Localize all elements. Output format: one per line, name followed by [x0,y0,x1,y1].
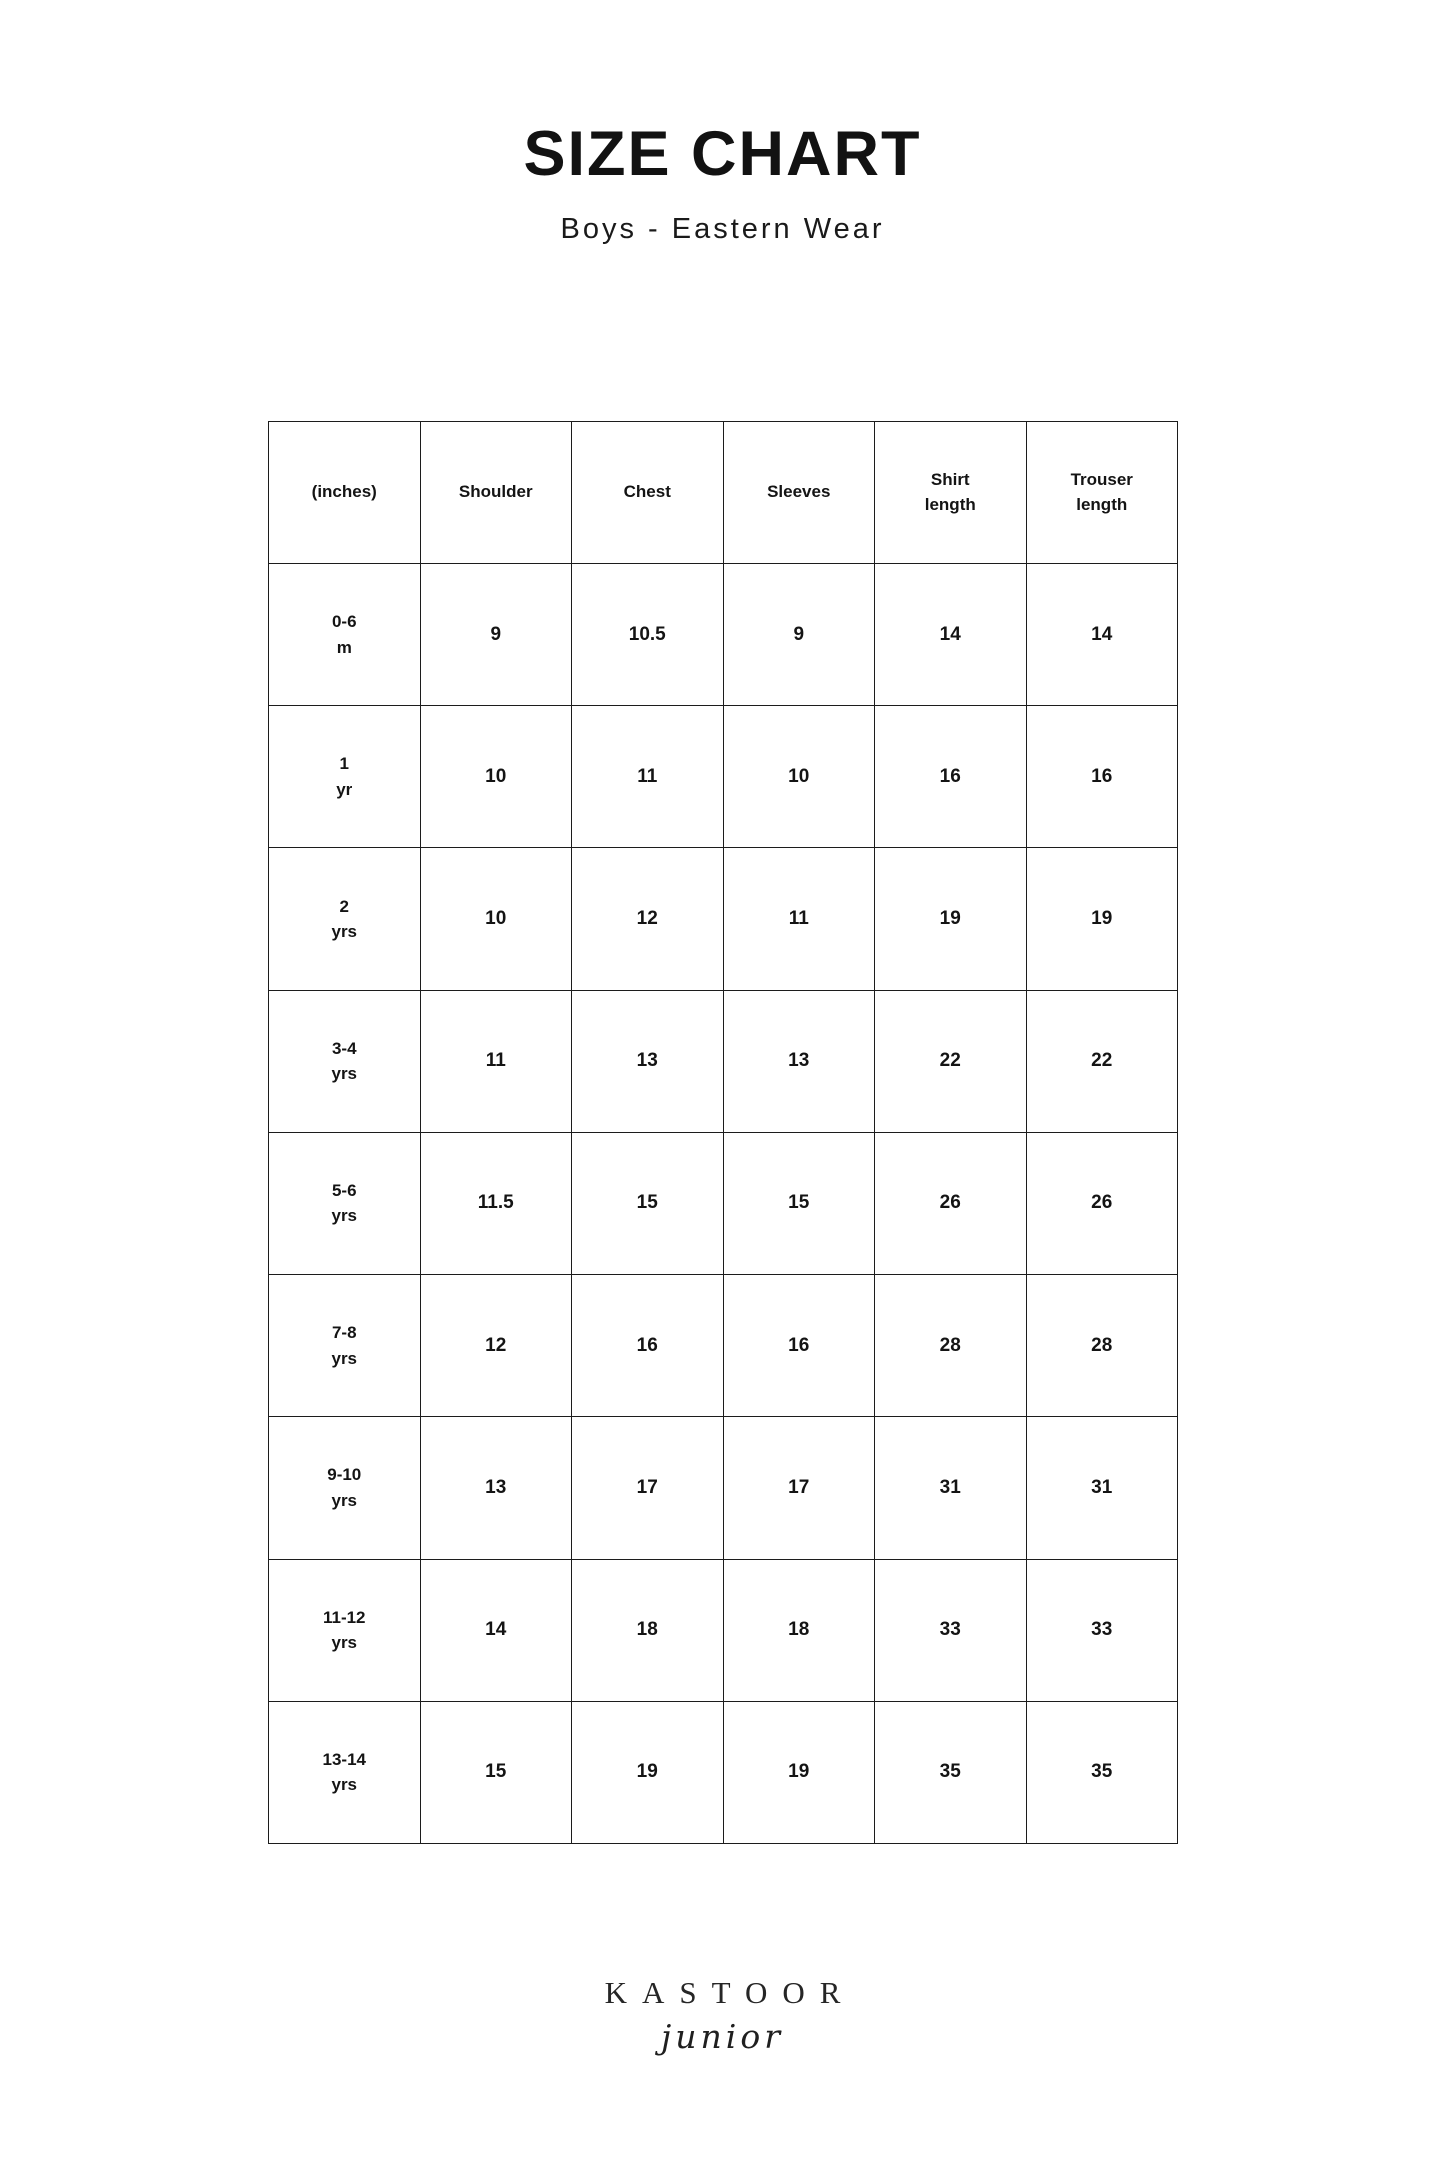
size-value-cell: 19 [875,848,1027,990]
size-value-cell: 9 [723,564,875,706]
size-value-cell: 33 [875,1559,1027,1701]
column-header-label: Trouser length [1070,469,1133,514]
size-table-body [269,564,1178,1844]
size-value-cell: 14 [420,1559,572,1701]
row-label [269,706,421,848]
row-age: 11-12 [322,1607,366,1627]
column-header-label: Chest [623,482,671,502]
size-value-cell: 18 [572,1559,724,1701]
size-value-cell: 16 [723,1275,875,1417]
column-header [420,422,572,564]
size-value-cell: 28 [875,1275,1027,1417]
size-table [268,421,1178,1844]
unit-label: (inches) [311,482,377,502]
table-row [269,1132,1178,1274]
size-value-cell: 14 [1026,564,1178,706]
size-value-cell: 15 [420,1701,572,1843]
row-label [269,990,421,1132]
row-label [269,1275,421,1417]
column-header-label: Shoulder [458,482,533,502]
size-value-cell: 11.5 [420,1132,572,1274]
size-value-cell: 12 [572,848,724,990]
size-value-cell: 18 [723,1559,875,1701]
column-header [572,422,724,564]
table-row [269,990,1178,1132]
size-value-cell: 10.5 [572,564,724,706]
column-header [875,422,1027,564]
brand-sub: junior [661,2017,784,2056]
column-header-label: Shirt length [924,469,976,514]
row-label [269,1701,421,1843]
row-age: 1 [339,754,349,774]
table-row [269,1701,1178,1843]
size-value-cell: 31 [1026,1417,1178,1559]
page-title: SIZE CHART [523,119,922,189]
table-header-row [269,422,1178,564]
row-age-unit: yrs [331,1490,358,1510]
row-age-unit: yrs [331,1064,358,1084]
size-value-cell: 22 [875,990,1027,1132]
row-age: 0-6 [331,612,357,632]
size-value-cell: 13 [420,1417,572,1559]
size-value-cell: 17 [572,1417,724,1559]
brand-name: KASTOOR [604,1975,856,2010]
column-header [1026,422,1178,564]
size-value-cell: 22 [1026,990,1178,1132]
row-age: 13-14 [322,1749,366,1769]
row-age-unit: yrs [331,922,358,942]
size-value-cell: 10 [723,706,875,848]
size-value-cell: 13 [723,990,875,1132]
size-value-cell: 9 [420,564,572,706]
size-value-cell: 10 [420,848,572,990]
size-value-cell: 19 [1026,848,1178,990]
column-header [723,422,875,564]
size-value-cell: 16 [572,1275,724,1417]
size-value-cell: 35 [875,1701,1027,1843]
size-value-cell: 19 [723,1701,875,1843]
table-row [269,706,1178,848]
brand-logo [0,1975,1445,2056]
table-row [269,1417,1178,1559]
size-value-cell: 33 [1026,1559,1178,1701]
size-value-cell: 26 [1026,1132,1178,1274]
size-value-cell: 15 [572,1132,724,1274]
size-value-cell: 19 [572,1701,724,1843]
table-row [269,848,1178,990]
column-header-label: Sleeves [767,482,831,502]
size-value-cell: 11 [572,706,724,848]
table-row [269,1559,1178,1701]
row-label [269,848,421,990]
row-age-unit: yr [336,779,353,799]
size-value-cell: 16 [875,706,1027,848]
size-value-cell: 16 [1026,706,1178,848]
row-age: 9-10 [327,1465,362,1485]
size-value-cell: 14 [875,564,1027,706]
unit-label-cell [269,422,421,564]
page-subtitle: Boys - Eastern Wear [560,213,885,245]
row-label [269,564,421,706]
row-label [269,1559,421,1701]
row-label [269,1417,421,1559]
row-age-unit: yrs [331,1775,358,1795]
row-age-unit: m [336,637,352,657]
row-age: 2 [339,896,349,916]
row-age-unit: yrs [331,1633,358,1653]
size-value-cell: 26 [875,1132,1027,1274]
row-age-unit: yrs [331,1348,358,1368]
size-value-cell: 11 [723,848,875,990]
row-age-unit: yrs [331,1206,358,1226]
size-table-head [269,422,1178,564]
size-value-cell: 35 [1026,1701,1178,1843]
table-row [269,1275,1178,1417]
size-value-cell: 15 [723,1132,875,1274]
size-value-cell: 28 [1026,1275,1178,1417]
size-value-cell: 11 [420,990,572,1132]
size-value-cell: 10 [420,706,572,848]
size-value-cell: 12 [420,1275,572,1417]
row-age: 5-6 [331,1180,357,1200]
size-value-cell: 17 [723,1417,875,1559]
row-label [269,1132,421,1274]
size-value-cell: 31 [875,1417,1027,1559]
row-age: 7-8 [331,1323,357,1343]
table-row [269,564,1178,706]
size-value-cell: 13 [572,990,724,1132]
row-age: 3-4 [331,1038,357,1058]
